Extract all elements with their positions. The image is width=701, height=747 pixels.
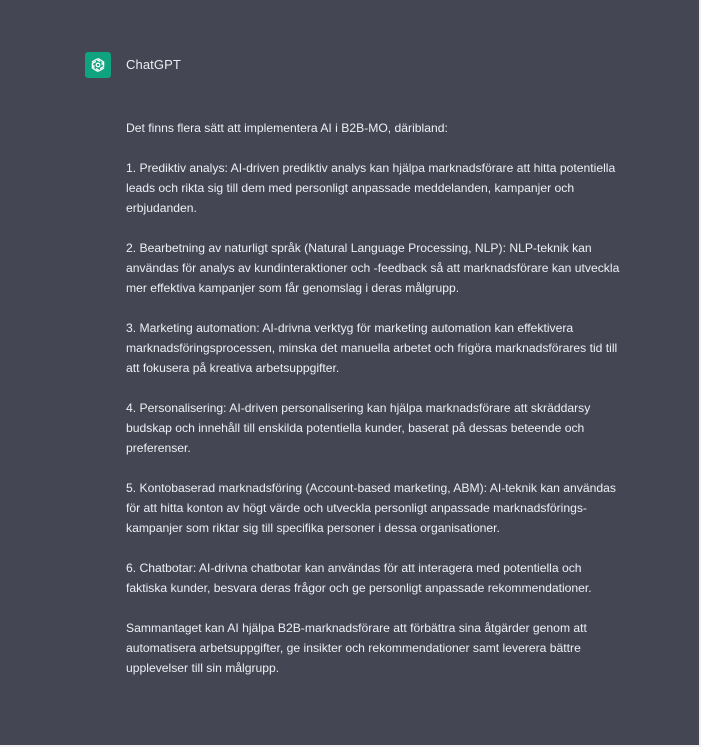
assistant-name: ChatGPT: [126, 57, 181, 72]
list-item: 4. Personalisering: AI-driven personalisering kan hjälpa marknadsförare att skräddarsy budskap och innehåll till enskilda potentiella kunder, baserat på dessas beteende och preferenser.: [126, 401, 591, 455]
list-item: 5. Kontobaserad marknadsföring (Account-based marketing, ABM): AI-teknik kan användas för att hitta konton av högt värde och utveckla personligt anpassade marknadsförings-kampanjer som riktar sig till specifika personer i dessa organisationer.: [126, 481, 616, 535]
list-item: 2. Bearbetning av naturligt språk (Natural Language Processing, NLP): NLP-teknik kan användas för analys av kundinteraktioner och -feedback så att marknadsförare kan utveckla mer effektiva kampanjer som får genomslag i deras målgrupp.: [126, 241, 620, 295]
list-item: 3. Marketing automation: AI-drivna verktyg för marketing automation kan effektivera marknadsföringsprocessen, minska det manuella arbetet och frigöra marknadsförares tid till att fokusera på kreativa arbetsuppgifter.: [126, 321, 618, 375]
openai-logo-icon: [88, 55, 108, 75]
list-item: 6. Chatbotar: AI-drivna chatbotar kan användas för att interagera med potentiella och faktiska kunder, besvara deras frågor och ge personligt anpassade rekommendationer.: [126, 561, 592, 595]
message-intro: Det finns flera sätt att implementera AI i B2B-MO, däribland:: [126, 121, 448, 135]
list-item: 1. Prediktiv analys: AI-driven prediktiv analys kan hjälpa marknadsförare att hitta potentiella leads och rikta sig till dem med personligt anpassade meddelanden, kampanjer och erbjudanden.: [126, 161, 616, 215]
assistant-avatar: [85, 52, 111, 78]
assistant-header: [85, 52, 181, 78]
message-summary: Sammantaget kan AI hjälpa B2B-marknadsförare att förbättra sina åtgärder genom att automatisera arbetsuppgifter, ge insikter och rekommendationer samt leverera bättre upplevelser till sin målgrupp.: [126, 621, 587, 675]
message-body: [126, 118, 624, 698]
